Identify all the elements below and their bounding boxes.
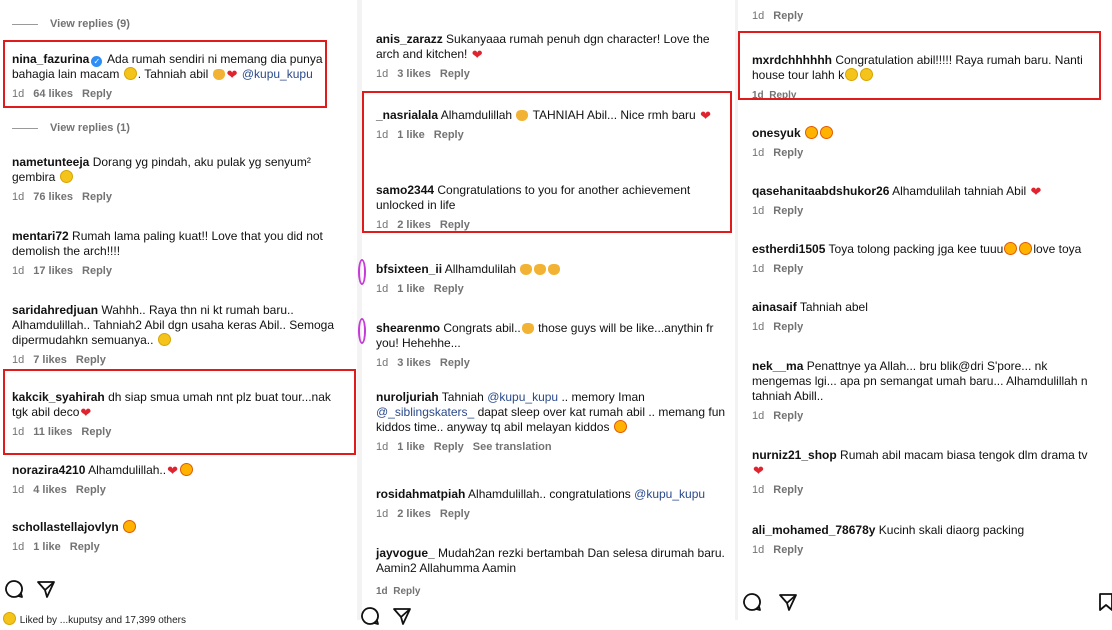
comment: nuroljuriah Tahniah @kupu_kupu .. memory Iman @_siblingskaters_ dapat sleep over kat rumah abil .. memang fun kiddos time.. anyway tq abil melayan kiddos 1d 1 like Reply See translation [376,390,726,453]
reply-button[interactable]: Reply [82,265,112,277]
comment-username[interactable]: onesyuk [752,126,801,140]
heart-eyes-emoji-icon [123,520,136,533]
likes-summary: Liked by ...kuputsy and 17,399 others [2,612,186,626]
action-bar [362,600,735,630]
heart-eyes-emoji-icon [820,126,833,139]
reply-button[interactable]: Reply [82,191,112,203]
action-bar [0,577,357,607]
heart-eyes-emoji-icon [180,463,193,476]
comment: kakcik_syahirah dh siap smua umah nnt plz buat tour...nak tgk abil deco❤ 1d 11 likes Reply [12,390,331,438]
comment-username[interactable]: nina_fazurina [12,52,90,66]
raising-hands-emoji-icon [520,264,532,275]
comment-username[interactable]: jayvogue_ [376,546,435,560]
comment-username[interactable]: mentari72 [12,229,69,243]
comment: samo2344 Congratulations to you for another achievement unlocked in life 1d 2 likes Reply [376,183,691,231]
reply-button[interactable]: Reply [773,147,804,159]
comment-username[interactable]: shearenmo [376,321,441,335]
reply-button[interactable]: Reply [433,129,464,141]
comment-meta-cut: 1d Reply [752,90,797,101]
comment: qasehanitaabdshukor26 Alhamdulilah tahniah Abil ❤ 1d Reply [752,184,1042,217]
comment-username[interactable]: kakcik_syahirah [12,390,105,404]
comment-username[interactable]: nurniz21_shop [752,448,837,462]
red-heart-emoji-icon: ❤ [1030,184,1042,199]
heart-eyes-emoji-icon [614,420,627,433]
comment: mentari72 Rumah lama paling kuat!! Love that you did not demolish the arch!!!! 1d 17 likes Reply [12,229,323,277]
comment-username[interactable]: norazira4210 [12,463,86,477]
reply-button[interactable]: Reply [69,541,100,553]
comment: mxrdchhhhhh Congratulation abil!!!!! Raya rumah baru. Nanti house tour lahh k [752,53,1083,82]
reply-button[interactable]: Reply [75,484,106,496]
reply-button[interactable]: Reply [773,410,804,422]
share-icon[interactable] [392,606,412,626]
comments-panel-1 [0,0,357,626]
comment: _nasrialala Alhamdulillah TAHNIAH Abil... Nice rmh baru ❤ 1d 1 like Reply [376,108,711,141]
comment: anis_zarazz Sukanyaaa rumah penuh dgn character! Love the arch and kitchen! ❤ 1d 3 likes Reply [376,32,710,80]
view-replies-button[interactable]: View replies (9) [12,18,130,30]
comment: bfsixteen_ii Allhamdulilah 1d 1 like Reply [376,262,727,295]
comment: ali_mohamed_78678y Kucinh skali diaorg packing 1d Reply [752,523,1025,556]
comment: onesyuk 1d Reply [752,126,1102,159]
comment-username[interactable]: nek__ma [752,359,804,373]
comment: estherdi1505 Toya tolong packing jga kee tuuu love toya 1d Reply [752,242,1082,275]
reply-button[interactable]: Reply [773,321,804,333]
reply-button[interactable]: Reply [82,88,112,100]
red-heart-emoji-icon: ❤ [226,67,238,82]
reply-button[interactable]: Reply [773,544,804,556]
red-heart-emoji-icon: ❤ [471,47,483,62]
comment-username[interactable]: qasehanitaabdshukor26 [752,184,890,198]
comments-panel-2 [362,0,735,620]
comment: ainasaif Tahniah abel 1d Reply [752,300,868,333]
mention-link[interactable]: @kupu_kupu [487,390,559,404]
comment: nurniz21_shop Rumah abil macam biasa tengok dlm drama tv ❤ 1d Reply [752,448,1088,496]
comment-username[interactable]: rosidahmatpiah [376,487,466,501]
share-icon[interactable] [36,579,56,599]
reply-button[interactable]: Reply [433,441,464,453]
reply-button[interactable]: Reply [433,283,464,295]
comment-icon[interactable] [4,579,24,599]
reply-button[interactable]: Reply [773,484,804,496]
comment: shearenmo Congrats abil.. those guys will be like...anythin fr you! Hehehhe... 1d 3 likes Reply [376,321,714,369]
flexed-biceps-emoji-icon [522,323,534,334]
mention-link[interactable]: @_siblingskaters_ [376,405,475,419]
reply-button[interactable]: Reply [773,263,804,275]
red-heart-emoji-icon: ❤ [700,108,711,123]
avatar [358,259,366,285]
mention-link[interactable]: @kupu_kupu [241,67,313,81]
reply-button[interactable]: Reply [439,508,470,520]
comment-username[interactable]: ainasaif [752,300,797,314]
comment: nina_fazurina ✓ Ada rumah sendiri ni memang dia punya bahagia lain macam . Tahniah abil ❤ @kupu_kupu 1d 64 likes Reply [12,52,323,100]
comment-username[interactable]: samo2344 [376,183,435,197]
red-heart-emoji-icon: ❤ [167,463,179,478]
comment: nek__ma Penattnye ya Allah... bru blik@dri S'pore... nk mengemas lgi... apa pn semangat umah baru... Alhamdulillah n tahniah Abill.. 1d Reply [752,359,1088,422]
see-translation-button[interactable]: See translation [472,441,552,453]
verified-badge-icon: ✓ [91,56,102,67]
reply-button[interactable]: Reply [439,68,470,80]
comment-icon[interactable] [742,592,762,612]
red-heart-emoji-icon: ❤ [80,405,92,420]
bookmark-icon[interactable] [1098,592,1112,612]
avatar [358,318,366,344]
comment-username[interactable]: schollastellajovlyn [12,520,119,534]
highlight-box [738,31,1101,100]
reply-button[interactable]: Reply [439,357,470,369]
comment-username[interactable]: bfsixteen_ii [376,262,443,276]
reply-button[interactable]: Reply [75,354,106,366]
comment-username[interactable]: ali_mohamed_78678y [752,523,876,537]
comment-username[interactable]: estherdi1505 [752,242,826,256]
raising-hands-emoji-icon [534,264,546,275]
highlight-box [3,40,327,108]
heart-eyes-cat-emoji-icon [1019,242,1032,255]
reply-button[interactable]: Reply [773,10,804,22]
reply-button[interactable]: Reply [81,426,112,438]
action-bar [738,588,1110,618]
share-icon[interactable] [778,592,798,612]
highlight-box [3,369,356,455]
heart-eyes-emoji-icon [805,126,818,139]
reply-button[interactable]: Reply [439,219,470,231]
comment-username[interactable]: saridahredjuan [12,303,99,317]
comment-username[interactable]: _nasrialala [376,108,439,122]
comment: jayvogue_ Mudah2an rezki bertambah Dan selesa dirumah baru. Aamin2 Allahumma Aamin [376,546,725,575]
raising-hands-emoji-icon [548,264,560,275]
comment-username[interactable]: nuroljuriah [376,390,439,404]
comment-username[interactable]: nametunteeja [12,155,90,169]
avatar [3,612,16,625]
reply-button[interactable]: Reply [773,205,804,217]
comment-username[interactable]: mxrdchhhhhh [752,53,832,67]
highlight-box [362,91,732,233]
comment-meta-cut: 1d Reply [376,586,421,597]
comment-icon[interactable] [360,606,380,626]
comment: norazira4210 Alhamdulillah..❤ 1d 4 likes Reply [12,463,349,496]
red-heart-emoji-icon: ❤ [753,463,764,478]
comment: nametunteeja Dorang yg pindah, aku pulak yg senyum² gembira 1d 76 likes Reply [12,155,311,203]
comments-panel-3: 1d Reply mxrdchhhhhh Congratulation abil!!!!! Raya rumah baru. Nanti house tour lahh k 1d Reply onesyuk 1d Reply qasehanitaabdshukor26 Alhamdulilah tahniah Abil ❤ 1d Reply estherdi1505 Toya tolong packing jga kee tuuu love toya 1d Reply ainasaif Tahniah abel 1d Reply nek__ma Penattnye ya Allah... bru blik@dri S'pore... nk mengemas lgi... apa pn semangat umah baru... Alhamdulillah n tahniah Abill.. 1d Reply nurniz21_shop Rumah abil macam biasa tengok dlm drama tv ❤ 1d Reply ali_mohamed_78678y Kucinh skali diaorg packing 1d Reply [738,0,1110,620]
grinning-face-emoji-icon [60,170,73,183]
view-replies-button[interactable]: View replies (1) [12,122,130,134]
comment: saridahredjuan Wahhh.. Raya thn ni kt rumah baru.. Alhamdulillah.. Tahniah2 Abil dgn usaha keras Abil.. Semoga dipermudahkn semuanya.. 1d 7 likes Reply [12,303,334,366]
comment-username[interactable]: anis_zarazz [376,32,443,46]
comment: rosidahmatpiah Alhamdulillah.. congratulations @kupu_kupu 1d 2 likes Reply [376,487,706,520]
comment: schollastellajovlyn 1d 1 like Reply [12,520,349,553]
smiling-face-emoji-icon [158,333,171,346]
heart-eyes-cat-emoji-icon [1004,242,1017,255]
mention-link[interactable]: @kupu_kupu [634,487,706,501]
